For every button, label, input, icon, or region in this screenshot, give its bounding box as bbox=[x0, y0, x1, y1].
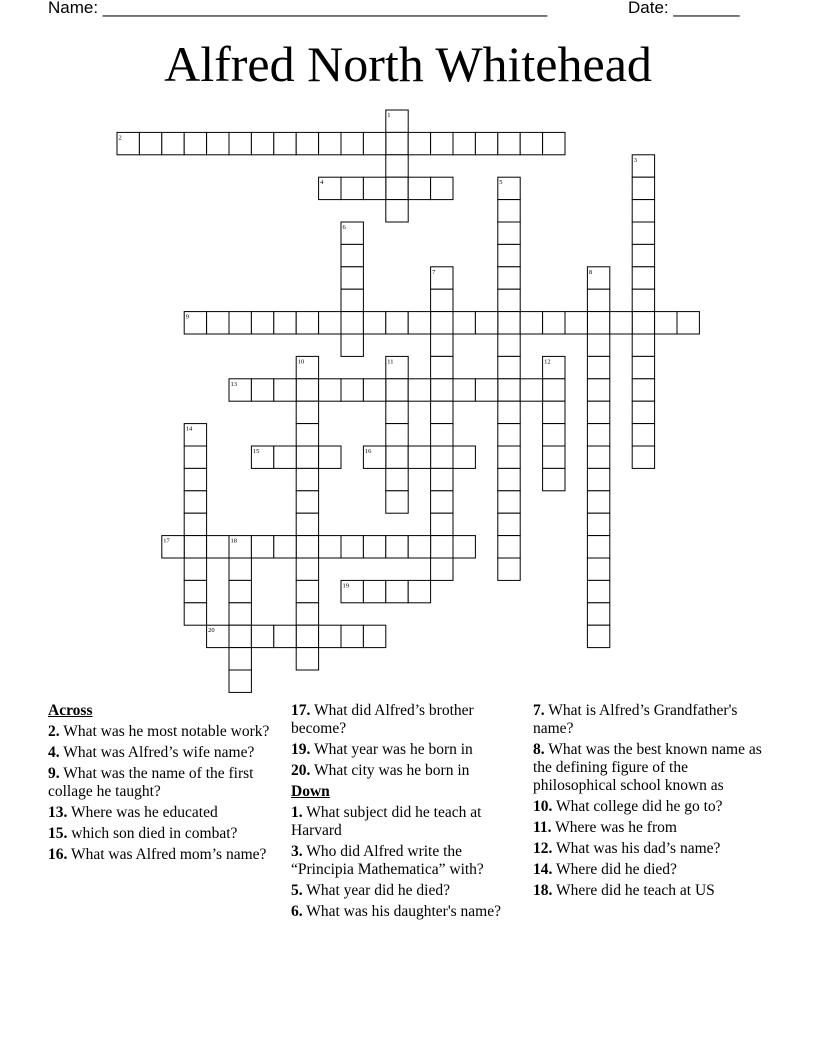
cell-number: 1 bbox=[387, 112, 391, 119]
grid-cell[interactable] bbox=[498, 401, 520, 423]
grid-cell[interactable] bbox=[431, 312, 453, 334]
grid-cell[interactable] bbox=[386, 446, 408, 468]
grid-cell[interactable] bbox=[184, 446, 206, 468]
grid-cell[interactable] bbox=[341, 289, 363, 311]
clue-text: Where did he teach at US bbox=[555, 882, 715, 899]
grid-cell[interactable] bbox=[498, 244, 520, 266]
cell-number: 13 bbox=[230, 380, 237, 388]
clue-across-15 bbox=[48, 825, 280, 843]
clue-down-18 bbox=[533, 882, 765, 900]
clue-number: 19. bbox=[291, 741, 311, 758]
grid-cell[interactable] bbox=[587, 468, 609, 490]
grid-cell[interactable] bbox=[229, 580, 251, 602]
clue-number: 7. bbox=[533, 702, 545, 719]
grid-cell[interactable] bbox=[632, 222, 654, 244]
grid-cell[interactable] bbox=[498, 334, 520, 356]
grid-cell[interactable] bbox=[207, 536, 229, 558]
clue-number: 3. bbox=[291, 843, 303, 860]
clue-text: What was he most notable work? bbox=[63, 723, 270, 740]
grid-cell[interactable] bbox=[184, 536, 206, 558]
grid-cell[interactable] bbox=[386, 401, 408, 423]
grid-cell[interactable] bbox=[184, 513, 206, 535]
grid-cell[interactable] bbox=[296, 536, 318, 558]
clue-text: What was the best known name as the defining figure of the philosophical school known as bbox=[533, 741, 762, 794]
grid-cell[interactable] bbox=[386, 424, 408, 446]
name-field-label: Name: _______________________________________________ bbox=[48, 0, 548, 17]
grid-cell[interactable] bbox=[408, 446, 430, 468]
clue-across-16 bbox=[48, 846, 280, 864]
grid-cell[interactable] bbox=[251, 312, 273, 334]
grid-cell[interactable] bbox=[363, 580, 385, 602]
cell-number: 14 bbox=[185, 425, 193, 433]
grid-cell[interactable] bbox=[543, 379, 565, 401]
grid-cell[interactable] bbox=[386, 491, 408, 513]
grid-cell[interactable] bbox=[498, 424, 520, 446]
grid-cell[interactable] bbox=[587, 401, 609, 423]
grid-cell[interactable] bbox=[543, 424, 565, 446]
clue-text: What college did he go to? bbox=[555, 798, 723, 815]
grid-cell[interactable] bbox=[475, 379, 497, 401]
grid-cell[interactable] bbox=[475, 312, 497, 334]
grid-cell[interactable] bbox=[229, 603, 251, 625]
grid-cell[interactable] bbox=[296, 468, 318, 490]
clue-down-11 bbox=[533, 819, 765, 837]
cell-number: 15 bbox=[252, 448, 260, 455]
grid-cell[interactable] bbox=[632, 379, 654, 401]
grid-cell[interactable] bbox=[386, 132, 408, 154]
clue-number: 1. bbox=[291, 804, 303, 821]
grid-cell[interactable] bbox=[386, 580, 408, 602]
grid-cell[interactable] bbox=[632, 312, 654, 334]
grid-cell[interactable] bbox=[498, 356, 520, 378]
cell-number: 4 bbox=[320, 179, 324, 187]
grid-cell[interactable] bbox=[431, 513, 453, 535]
cell-number: 6 bbox=[342, 224, 346, 231]
clues-column-1 bbox=[48, 702, 280, 867]
grid-cell[interactable] bbox=[587, 356, 609, 378]
grid-cell[interactable] bbox=[341, 379, 363, 401]
clue-number: 18. bbox=[533, 882, 553, 899]
grid-cell[interactable] bbox=[498, 379, 520, 401]
clue-text: What city was he born in bbox=[313, 762, 470, 779]
across-heading: Across bbox=[48, 702, 93, 719]
clue-number: 10. bbox=[533, 798, 553, 815]
grid-cell[interactable] bbox=[498, 536, 520, 558]
grid-cell[interactable] bbox=[319, 312, 341, 334]
grid-cell[interactable] bbox=[251, 625, 273, 647]
clue-down-1 bbox=[291, 804, 523, 840]
grid-cell[interactable] bbox=[431, 177, 453, 199]
grid-cell[interactable] bbox=[655, 312, 677, 334]
grid-cell[interactable] bbox=[632, 356, 654, 378]
cell-number: 16 bbox=[364, 448, 372, 455]
grid-cell[interactable] bbox=[408, 312, 430, 334]
cell-number: 11 bbox=[387, 358, 394, 366]
grid-cell[interactable] bbox=[341, 312, 363, 334]
grid-cell[interactable] bbox=[632, 200, 654, 222]
grid-cell[interactable] bbox=[274, 625, 296, 647]
grid-cell[interactable] bbox=[431, 379, 453, 401]
grid-cell[interactable] bbox=[431, 491, 453, 513]
clue-text: What subject did he teach at Harvard bbox=[291, 804, 482, 839]
grid-cell[interactable] bbox=[632, 401, 654, 423]
clue-text: What was Alfred mom’s name? bbox=[70, 846, 267, 863]
cell-number: 7 bbox=[432, 268, 436, 276]
clue-number: 9. bbox=[48, 765, 60, 782]
grid-cell[interactable] bbox=[229, 558, 251, 580]
clue-number: 16. bbox=[48, 846, 68, 863]
clue-across-19 bbox=[291, 741, 523, 759]
grid-cell[interactable] bbox=[229, 312, 251, 334]
clue-across-9 bbox=[48, 765, 280, 801]
cell-number: 17 bbox=[163, 537, 170, 545]
grid-cell[interactable] bbox=[341, 625, 363, 647]
grid-cell[interactable] bbox=[543, 468, 565, 490]
grid-cell[interactable] bbox=[587, 424, 609, 446]
clue-number: 15. bbox=[48, 825, 68, 842]
grid-cell[interactable] bbox=[498, 513, 520, 535]
grid-cell[interactable] bbox=[229, 132, 251, 154]
clue-number: 13. bbox=[48, 804, 68, 821]
clue-number: 5. bbox=[291, 882, 303, 899]
grid-cell[interactable] bbox=[453, 446, 475, 468]
clue-number: 17. bbox=[291, 702, 311, 719]
grid-cell[interactable] bbox=[274, 312, 296, 334]
grid-cell[interactable] bbox=[498, 267, 520, 289]
grid-cell[interactable] bbox=[229, 670, 251, 692]
grid-cell[interactable] bbox=[431, 289, 453, 311]
clue-down-8 bbox=[533, 741, 765, 795]
clue-text: What year did he died? bbox=[306, 882, 450, 899]
clue-number: 2. bbox=[48, 723, 60, 740]
grid-cell[interactable] bbox=[498, 132, 520, 154]
grid-cell[interactable] bbox=[408, 580, 430, 602]
grid-cell[interactable] bbox=[431, 446, 453, 468]
grid-cell[interactable] bbox=[587, 446, 609, 468]
grid-cell[interactable] bbox=[520, 379, 542, 401]
clue-down-7 bbox=[533, 702, 765, 738]
grid-cell[interactable] bbox=[274, 446, 296, 468]
grid-cell[interactable] bbox=[296, 132, 318, 154]
grid-cell[interactable] bbox=[632, 424, 654, 446]
grid-cell[interactable] bbox=[587, 580, 609, 602]
grid-cell[interactable] bbox=[363, 312, 385, 334]
grid-cell[interactable] bbox=[543, 446, 565, 468]
clue-text: Who did Alfred write the “Principia Mathematica” with? bbox=[291, 843, 484, 878]
grid-cell[interactable] bbox=[587, 513, 609, 535]
grid-cell[interactable] bbox=[296, 401, 318, 423]
grid-cell[interactable] bbox=[498, 468, 520, 490]
grid-cell[interactable] bbox=[341, 244, 363, 266]
grid-cell[interactable] bbox=[408, 379, 430, 401]
grid-cell[interactable] bbox=[207, 312, 229, 334]
grid-cell[interactable] bbox=[408, 177, 430, 199]
grid-cell[interactable] bbox=[408, 536, 430, 558]
grid-cell[interactable] bbox=[632, 177, 654, 199]
grid-cell[interactable] bbox=[363, 379, 385, 401]
cell-number: 9 bbox=[185, 313, 189, 321]
grid-cell[interactable] bbox=[587, 334, 609, 356]
cell-number: 20 bbox=[208, 627, 215, 635]
grid-cell[interactable] bbox=[296, 424, 318, 446]
grid-cell[interactable] bbox=[498, 200, 520, 222]
down-heading: Down bbox=[291, 783, 330, 800]
grid-cell[interactable] bbox=[386, 177, 408, 199]
grid-cell[interactable] bbox=[498, 491, 520, 513]
grid-cell[interactable] bbox=[341, 334, 363, 356]
grid-cell[interactable] bbox=[274, 132, 296, 154]
grid-cell[interactable] bbox=[453, 132, 475, 154]
grid-cell[interactable] bbox=[184, 558, 206, 580]
grid-cell[interactable] bbox=[431, 132, 453, 154]
clue-number: 11. bbox=[533, 819, 552, 836]
grid-cell[interactable] bbox=[341, 177, 363, 199]
clue-number: 14. bbox=[533, 861, 553, 878]
grid-cell[interactable] bbox=[363, 177, 385, 199]
clue-down-5 bbox=[291, 882, 523, 900]
grid-cell[interactable] bbox=[632, 334, 654, 356]
grid-cell[interactable] bbox=[632, 446, 654, 468]
grid-cell[interactable] bbox=[587, 603, 609, 625]
grid-cell[interactable] bbox=[431, 356, 453, 378]
grid-cell[interactable] bbox=[543, 401, 565, 423]
grid-cell[interactable] bbox=[296, 603, 318, 625]
grid-cell[interactable] bbox=[453, 312, 475, 334]
grid-cell[interactable] bbox=[386, 155, 408, 177]
grid-cell[interactable] bbox=[341, 536, 363, 558]
grid-cell[interactable] bbox=[296, 625, 318, 647]
grid-cell[interactable] bbox=[319, 379, 341, 401]
grid-cell[interactable] bbox=[431, 536, 453, 558]
cell-number: 12 bbox=[544, 358, 551, 366]
grid-cell[interactable] bbox=[251, 536, 273, 558]
clue-across-13 bbox=[48, 804, 280, 822]
grid-cell[interactable] bbox=[632, 244, 654, 266]
clue-number: 6. bbox=[291, 903, 303, 920]
clue-down-3 bbox=[291, 843, 523, 879]
puzzle-title: Alfred North Whitehead bbox=[164, 36, 652, 92]
grid-cell[interactable] bbox=[184, 468, 206, 490]
clue-down-12 bbox=[533, 840, 765, 858]
grid-cell[interactable] bbox=[184, 603, 206, 625]
grid-cell[interactable] bbox=[386, 312, 408, 334]
grid-cell[interactable] bbox=[498, 222, 520, 244]
clue-down-6 bbox=[291, 903, 523, 921]
grid-cell[interactable] bbox=[543, 312, 565, 334]
clue-across-2 bbox=[48, 723, 280, 741]
clue-text: What was his dad’s name? bbox=[555, 840, 721, 857]
grid-cell[interactable] bbox=[184, 132, 206, 154]
grid-cell[interactable] bbox=[184, 491, 206, 513]
clue-text: What was the name of the first collage he taught? bbox=[48, 765, 254, 800]
grid-cell[interactable] bbox=[363, 132, 385, 154]
grid-cell[interactable] bbox=[229, 648, 251, 670]
grid-cell[interactable] bbox=[251, 379, 273, 401]
grid-cell[interactable] bbox=[498, 289, 520, 311]
grid-cell[interactable] bbox=[386, 200, 408, 222]
grid-cell[interactable] bbox=[587, 379, 609, 401]
clue-text: What was Alfred’s wife name? bbox=[63, 744, 255, 761]
clue-text: What is Alfred’s Grandfather's name? bbox=[533, 702, 738, 737]
grid-cell[interactable] bbox=[587, 491, 609, 513]
grid-cell[interactable] bbox=[431, 468, 453, 490]
clues-column-3 bbox=[533, 702, 765, 903]
grid-cell[interactable] bbox=[229, 625, 251, 647]
grid-cell[interactable] bbox=[296, 312, 318, 334]
grid-cell[interactable] bbox=[632, 289, 654, 311]
clue-number: 12. bbox=[533, 840, 553, 857]
cell-number: 3 bbox=[633, 156, 637, 164]
grid-cell[interactable] bbox=[453, 536, 475, 558]
grid-cell[interactable] bbox=[363, 536, 385, 558]
clue-number: 20. bbox=[291, 762, 311, 779]
clue-across-17 bbox=[291, 702, 523, 738]
grid-cell[interactable] bbox=[431, 558, 453, 580]
grid-cell[interactable] bbox=[319, 536, 341, 558]
grid-cell[interactable] bbox=[296, 513, 318, 535]
clue-number: 8. bbox=[533, 741, 545, 758]
clue-text: What year was he born in bbox=[313, 741, 473, 758]
grid-cell[interactable] bbox=[296, 580, 318, 602]
grid-cell[interactable] bbox=[587, 289, 609, 311]
grid-cell[interactable] bbox=[386, 379, 408, 401]
grid-cell[interactable] bbox=[565, 312, 587, 334]
clue-text: What was his daughter's name? bbox=[306, 903, 501, 920]
clue-text: Where did he died? bbox=[555, 861, 677, 878]
grid-cell[interactable] bbox=[431, 334, 453, 356]
grid-cell[interactable] bbox=[139, 132, 161, 154]
grid-cell[interactable] bbox=[207, 132, 229, 154]
cell-number: 10 bbox=[297, 358, 305, 366]
grid-cell[interactable] bbox=[610, 312, 632, 334]
clues-column-2 bbox=[291, 702, 523, 924]
grid-cell[interactable] bbox=[543, 132, 565, 154]
grid-cell[interactable] bbox=[587, 558, 609, 580]
cell-number: 2 bbox=[118, 134, 122, 142]
grid-cell[interactable] bbox=[341, 132, 363, 154]
grid-cell[interactable] bbox=[319, 132, 341, 154]
grid-cell[interactable] bbox=[520, 312, 542, 334]
grid-cell[interactable] bbox=[431, 424, 453, 446]
grid-cell[interactable] bbox=[587, 312, 609, 334]
grid-cell[interactable] bbox=[251, 132, 273, 154]
grid-cell[interactable] bbox=[587, 625, 609, 647]
grid-cell[interactable] bbox=[587, 536, 609, 558]
grid-cell[interactable] bbox=[274, 379, 296, 401]
grid-cell[interactable] bbox=[319, 625, 341, 647]
clue-across-20 bbox=[291, 762, 523, 780]
grid-cell[interactable] bbox=[296, 446, 318, 468]
clue-text: which son died in combat? bbox=[71, 825, 238, 842]
grid-cell[interactable] bbox=[274, 536, 296, 558]
clue-text: Where was he educated bbox=[70, 804, 218, 821]
grid-cell[interactable] bbox=[520, 132, 542, 154]
grid-cell[interactable] bbox=[341, 267, 363, 289]
grid-cell[interactable] bbox=[184, 580, 206, 602]
grid-cell[interactable] bbox=[453, 379, 475, 401]
grid-cell[interactable] bbox=[296, 558, 318, 580]
clue-down-10 bbox=[533, 798, 765, 816]
grid-cell[interactable] bbox=[632, 267, 654, 289]
cell-number: 19 bbox=[342, 582, 349, 590]
cell-number: 5 bbox=[499, 179, 503, 187]
cell-number: 8 bbox=[588, 268, 593, 276]
grid-cell[interactable] bbox=[296, 491, 318, 513]
clue-number: 4. bbox=[48, 744, 60, 761]
grid-cell[interactable] bbox=[386, 468, 408, 490]
grid-cell[interactable] bbox=[408, 132, 430, 154]
grid-cell[interactable] bbox=[498, 312, 520, 334]
clue-across-4 bbox=[48, 744, 280, 762]
clue-text: What did Alfred’s brother become? bbox=[291, 702, 474, 737]
grid-cell[interactable] bbox=[475, 132, 497, 154]
clue-text: Where was he from bbox=[555, 819, 677, 836]
grid-cell[interactable] bbox=[386, 536, 408, 558]
grid-cell[interactable] bbox=[363, 625, 385, 647]
grid-cell[interactable] bbox=[319, 446, 341, 468]
grid-cell[interactable] bbox=[677, 312, 699, 334]
cell-number: 18 bbox=[230, 537, 237, 545]
grid-cell[interactable] bbox=[296, 379, 318, 401]
grid-cell[interactable] bbox=[431, 401, 453, 423]
clue-down-14 bbox=[533, 861, 765, 879]
date-field-label: Date: _______ bbox=[628, 0, 740, 17]
grid-cell[interactable] bbox=[498, 446, 520, 468]
grid-cell[interactable] bbox=[296, 648, 318, 670]
grid-cell[interactable] bbox=[498, 558, 520, 580]
grid-cell[interactable] bbox=[162, 132, 184, 154]
